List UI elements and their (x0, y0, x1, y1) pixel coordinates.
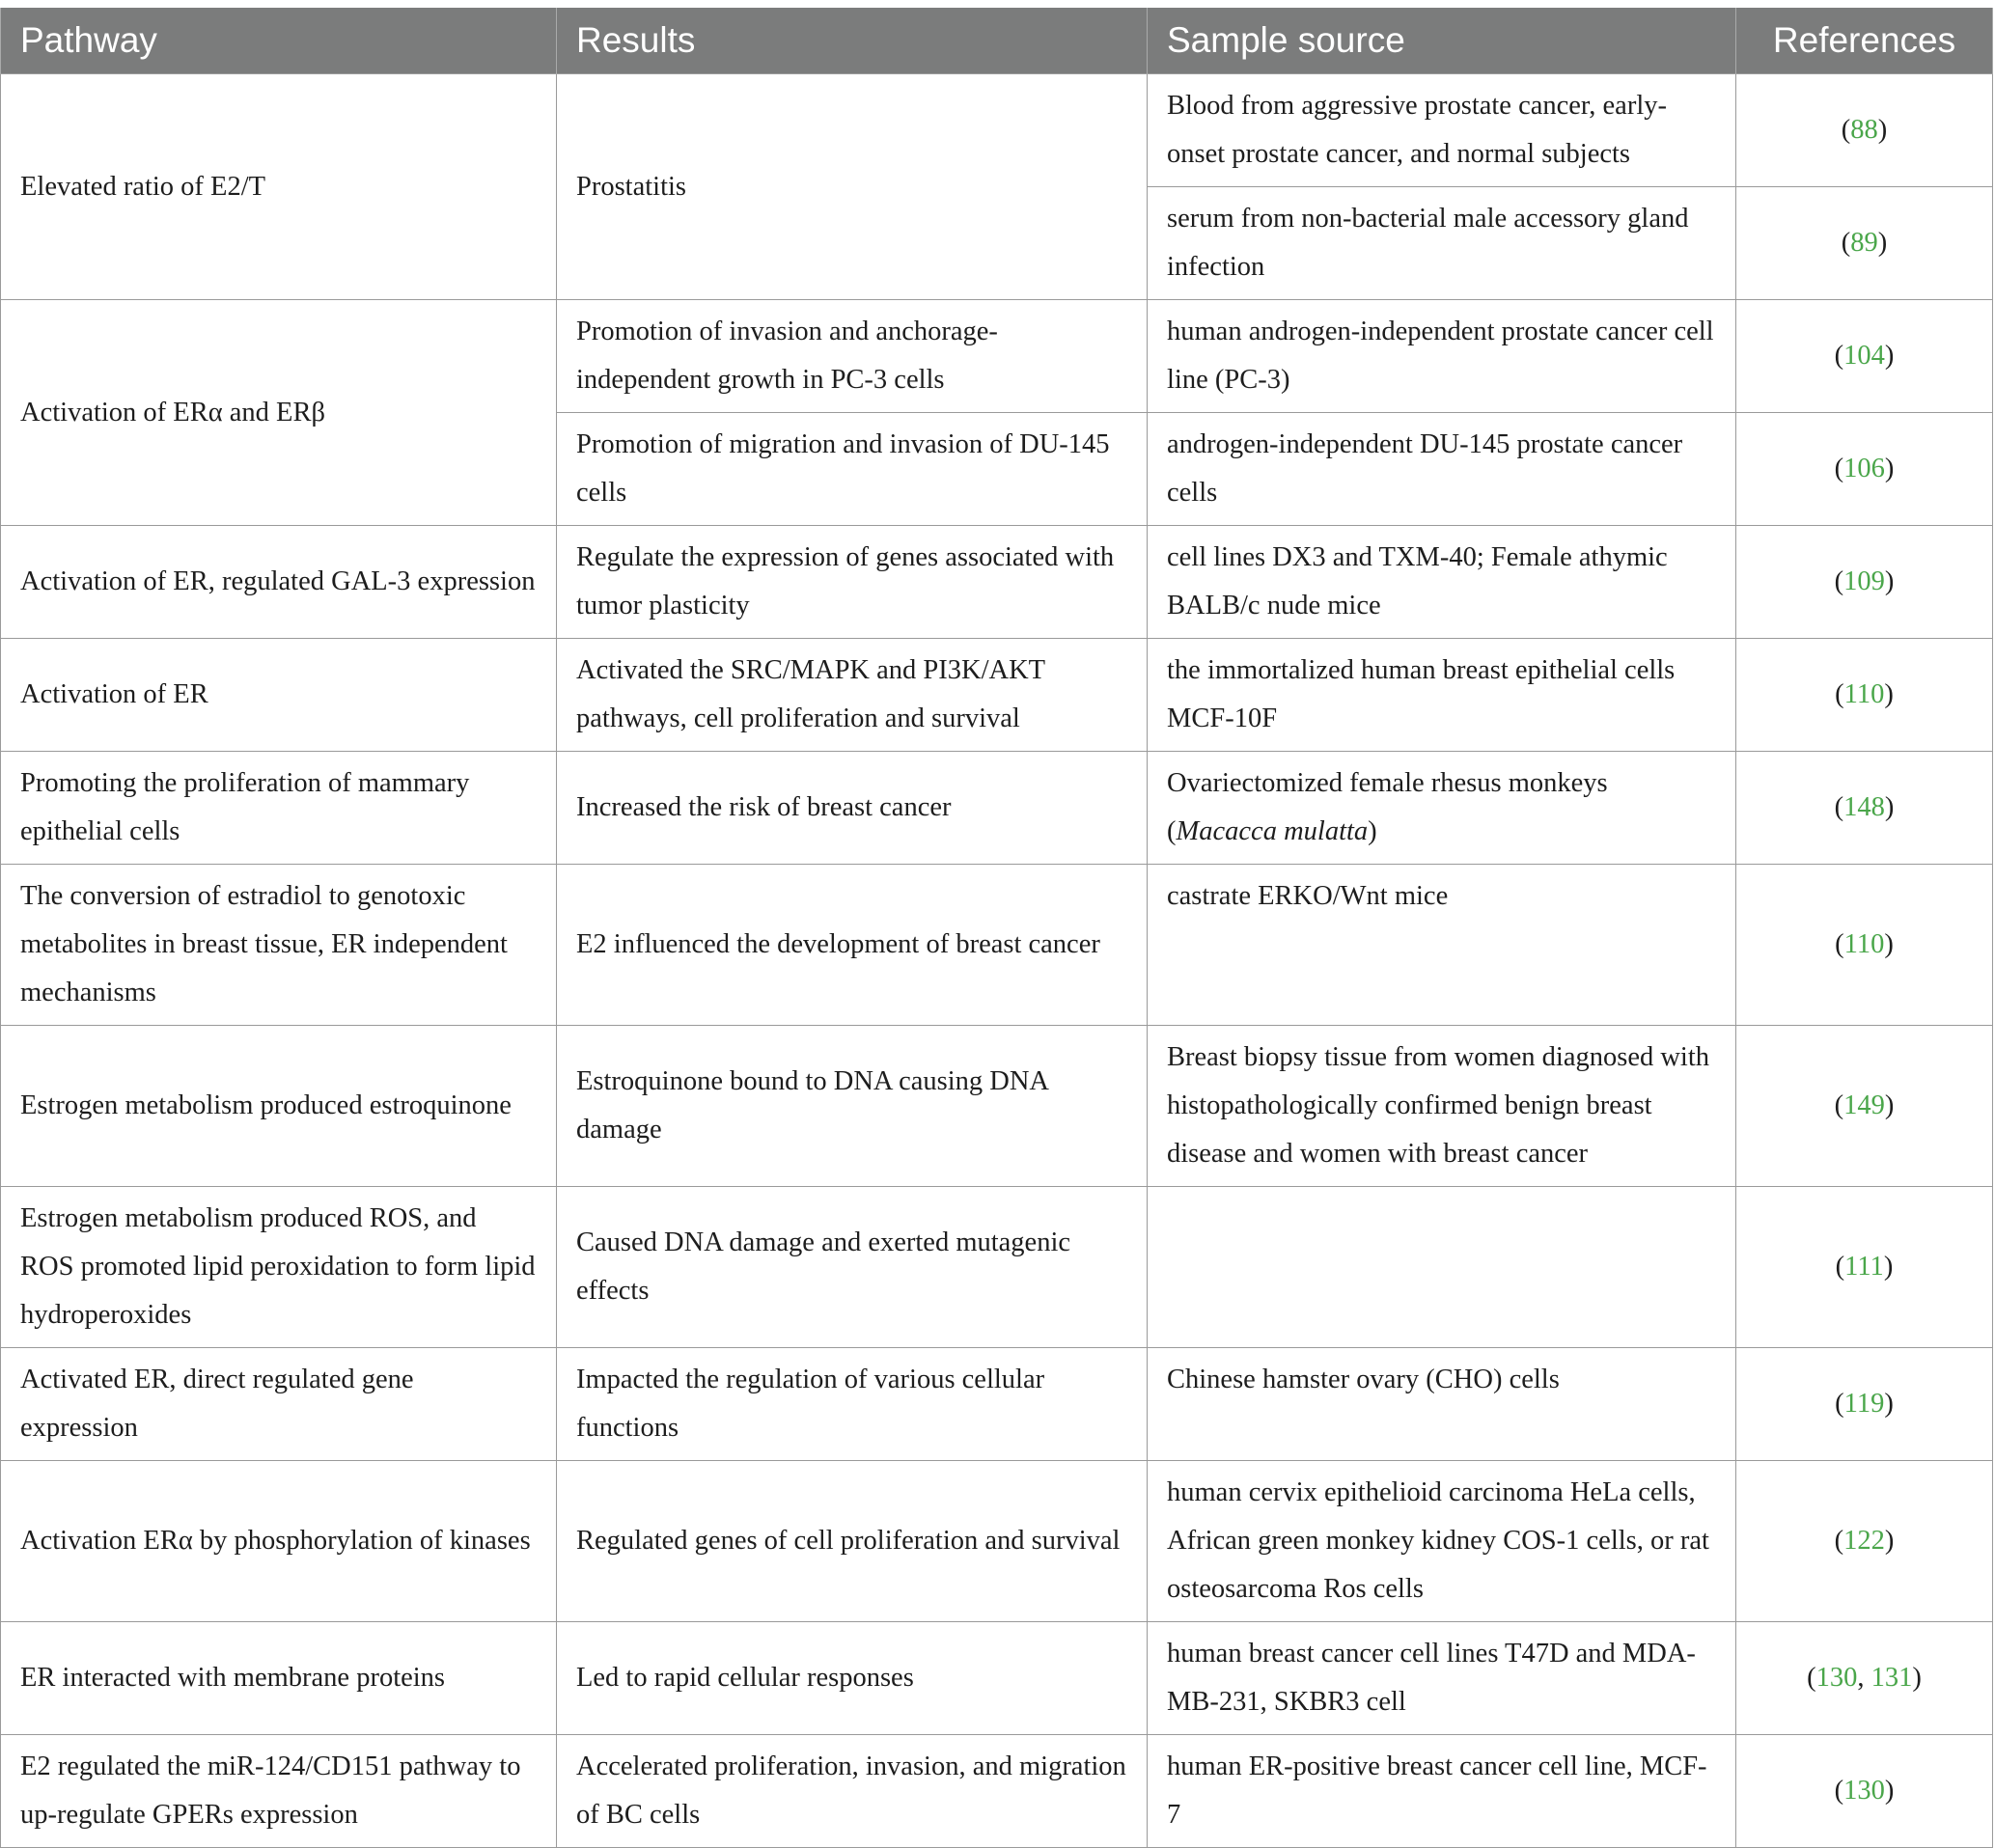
table-row (1, 300, 1993, 413)
table-row (1, 752, 1993, 865)
pathway-cell: Estrogen metabolism produced estroquinone (1, 1026, 557, 1187)
result-cell: Estroquinone bound to DNA causing DNA damage (557, 1026, 1148, 1187)
reference-cell: (106) (1736, 413, 1993, 526)
source-cell: human breast cancer cell lines T47D and MDA-MB-231, SKBR3 cell (1148, 1622, 1736, 1735)
source-cell: cell lines DX3 and TXM-40; Female athymic BALB/c nude mice (1148, 526, 1736, 639)
result-cell: Activated the SRC/MAPK and PI3K/AKT pathways, cell proliferation and survival (557, 639, 1148, 752)
pathway-cell: Activated ER, direct regulated gene expression (1, 1348, 557, 1461)
pathway-cell: Activation ERα by phosphorylation of kinases (1, 1461, 557, 1622)
pathway-cell: Activation of ERα and ERβ (1, 300, 557, 526)
source-cell: Blood from aggressive prostate cancer, early-onset prostate cancer, and normal subjects (1148, 74, 1736, 187)
source-cell (1148, 1187, 1736, 1348)
table-row (1, 1461, 1993, 1622)
reference-cell: (104) (1736, 300, 1993, 413)
source-cell: serum from non-bacterial male accessory gland infection (1148, 187, 1736, 300)
source-cell: human androgen-independent prostate cancer cell line (PC-3) (1148, 300, 1736, 413)
reference-cell: (110) (1736, 865, 1993, 1026)
header-row (1, 8, 1993, 74)
reference-link[interactable]: 148 (1843, 792, 1885, 822)
reference-cell: (130) (1736, 1735, 1993, 1848)
reference-link[interactable]: 106 (1843, 454, 1885, 483)
result-cell: Led to rapid cellular responses (557, 1622, 1148, 1735)
data-table (0, 8, 1993, 1848)
header-references: References (1736, 8, 1993, 74)
table-row (1, 1735, 1993, 1848)
header-results: Results (557, 8, 1148, 74)
source-cell: human cervix epithelioid carcinoma HeLa cells, African green monkey kidney COS-1 cells, or rat osteosarcoma Ros cells (1148, 1461, 1736, 1622)
reference-link[interactable]: 130 (1843, 1776, 1885, 1806)
result-cell: Increased the risk of breast cancer (557, 752, 1148, 865)
pathway-cell: Estrogen metabolism produced ROS, and ROS promoted lipid peroxidation to form lipid hydroperoxides (1, 1187, 557, 1348)
reference-link[interactable]: 122 (1843, 1526, 1885, 1556)
source-cell (1148, 752, 1736, 865)
table-row (1, 1622, 1993, 1735)
reference-cell: (89) (1736, 187, 1993, 300)
table-row (1, 865, 1993, 1026)
source-text-end: ) (1368, 816, 1377, 846)
header-sample-source: Sample source (1148, 8, 1736, 74)
result-cell: Impacted the regulation of various cellular functions (557, 1348, 1148, 1461)
reference-link[interactable]: 88 (1850, 115, 1878, 145)
result-cell: Promotion of migration and invasion of DU-145 cells (557, 413, 1148, 526)
reference-cell: (88) (1736, 74, 1993, 187)
reference-link[interactable]: 109 (1843, 566, 1885, 596)
reference-link[interactable]: 131 (1870, 1663, 1913, 1693)
reference-cell: (148) (1736, 752, 1993, 865)
table-row (1, 1187, 1993, 1348)
pathway-cell: E2 regulated the miR-124/CD151 pathway to up-regulate GPERs expression (1, 1735, 557, 1848)
reference-link[interactable]: 110 (1843, 679, 1885, 709)
reference-link[interactable]: 89 (1850, 228, 1878, 258)
source-cell: castrate ERKO/Wnt mice (1148, 865, 1736, 1026)
pathway-cell: The conversion of estradiol to genotoxic metabolites in breast tissue, ER independent mechanisms (1, 865, 557, 1026)
reference-link[interactable]: 104 (1843, 341, 1885, 371)
result-cell: Regulate the expression of genes associated with tumor plasticity (557, 526, 1148, 639)
result-cell: Regulated genes of cell proliferation and survival (557, 1461, 1148, 1622)
reference-link[interactable]: 130 (1815, 1663, 1858, 1693)
source-text: Ovariectomized female rhesus monkeys ( (1167, 768, 1608, 846)
result-cell: Accelerated proliferation, invasion, and migration of BC cells (557, 1735, 1148, 1848)
reference-link[interactable]: 119 (1843, 1389, 1885, 1419)
result-cell: Prostatitis (557, 74, 1148, 300)
pathway-cell: Elevated ratio of E2/T (1, 74, 557, 300)
result-cell: Promotion of invasion and anchorage-independent growth in PC-3 cells (557, 300, 1148, 413)
table-row (1, 639, 1993, 752)
reference-cell: (130, 131) (1736, 1622, 1993, 1735)
species-name: Macacca mulatta (1176, 816, 1369, 846)
source-cell: androgen-independent DU-145 prostate cancer cells (1148, 413, 1736, 526)
reference-cell: (111) (1736, 1187, 1993, 1348)
table-row (1, 526, 1993, 639)
pathway-cell: ER interacted with membrane proteins (1, 1622, 557, 1735)
source-cell: Chinese hamster ovary (CHO) cells (1148, 1348, 1736, 1461)
source-cell: Breast biopsy tissue from women diagnosed with histopathologically confirmed benign breast disease and women with breast cancer (1148, 1026, 1736, 1187)
reference-link[interactable]: 110 (1843, 929, 1885, 959)
header-pathway: Pathway (1, 8, 557, 74)
reference-cell: (110) (1736, 639, 1993, 752)
table-row (1, 1348, 1993, 1461)
reference-link[interactable]: 149 (1843, 1090, 1885, 1120)
reference-link[interactable]: 111 (1844, 1252, 1884, 1282)
reference-cell: (119) (1736, 1348, 1993, 1461)
pathway-cell: Activation of ER (1, 639, 557, 752)
source-cell: the immortalized human breast epithelial cells MCF-10F (1148, 639, 1736, 752)
reference-cell: (109) (1736, 526, 1993, 639)
result-cell: Caused DNA damage and exerted mutagenic effects (557, 1187, 1148, 1348)
reference-cell: (122) (1736, 1461, 1993, 1622)
table-row (1, 74, 1993, 187)
source-cell: human ER-positive breast cancer cell line, MCF-7 (1148, 1735, 1736, 1848)
pathway-cell: Activation of ER, regulated GAL-3 expression (1, 526, 557, 639)
reference-cell: (149) (1736, 1026, 1993, 1187)
result-cell: E2 influenced the development of breast cancer (557, 865, 1148, 1026)
pathway-cell: Promoting the proliferation of mammary epithelial cells (1, 752, 557, 865)
table-row (1, 1026, 1993, 1187)
